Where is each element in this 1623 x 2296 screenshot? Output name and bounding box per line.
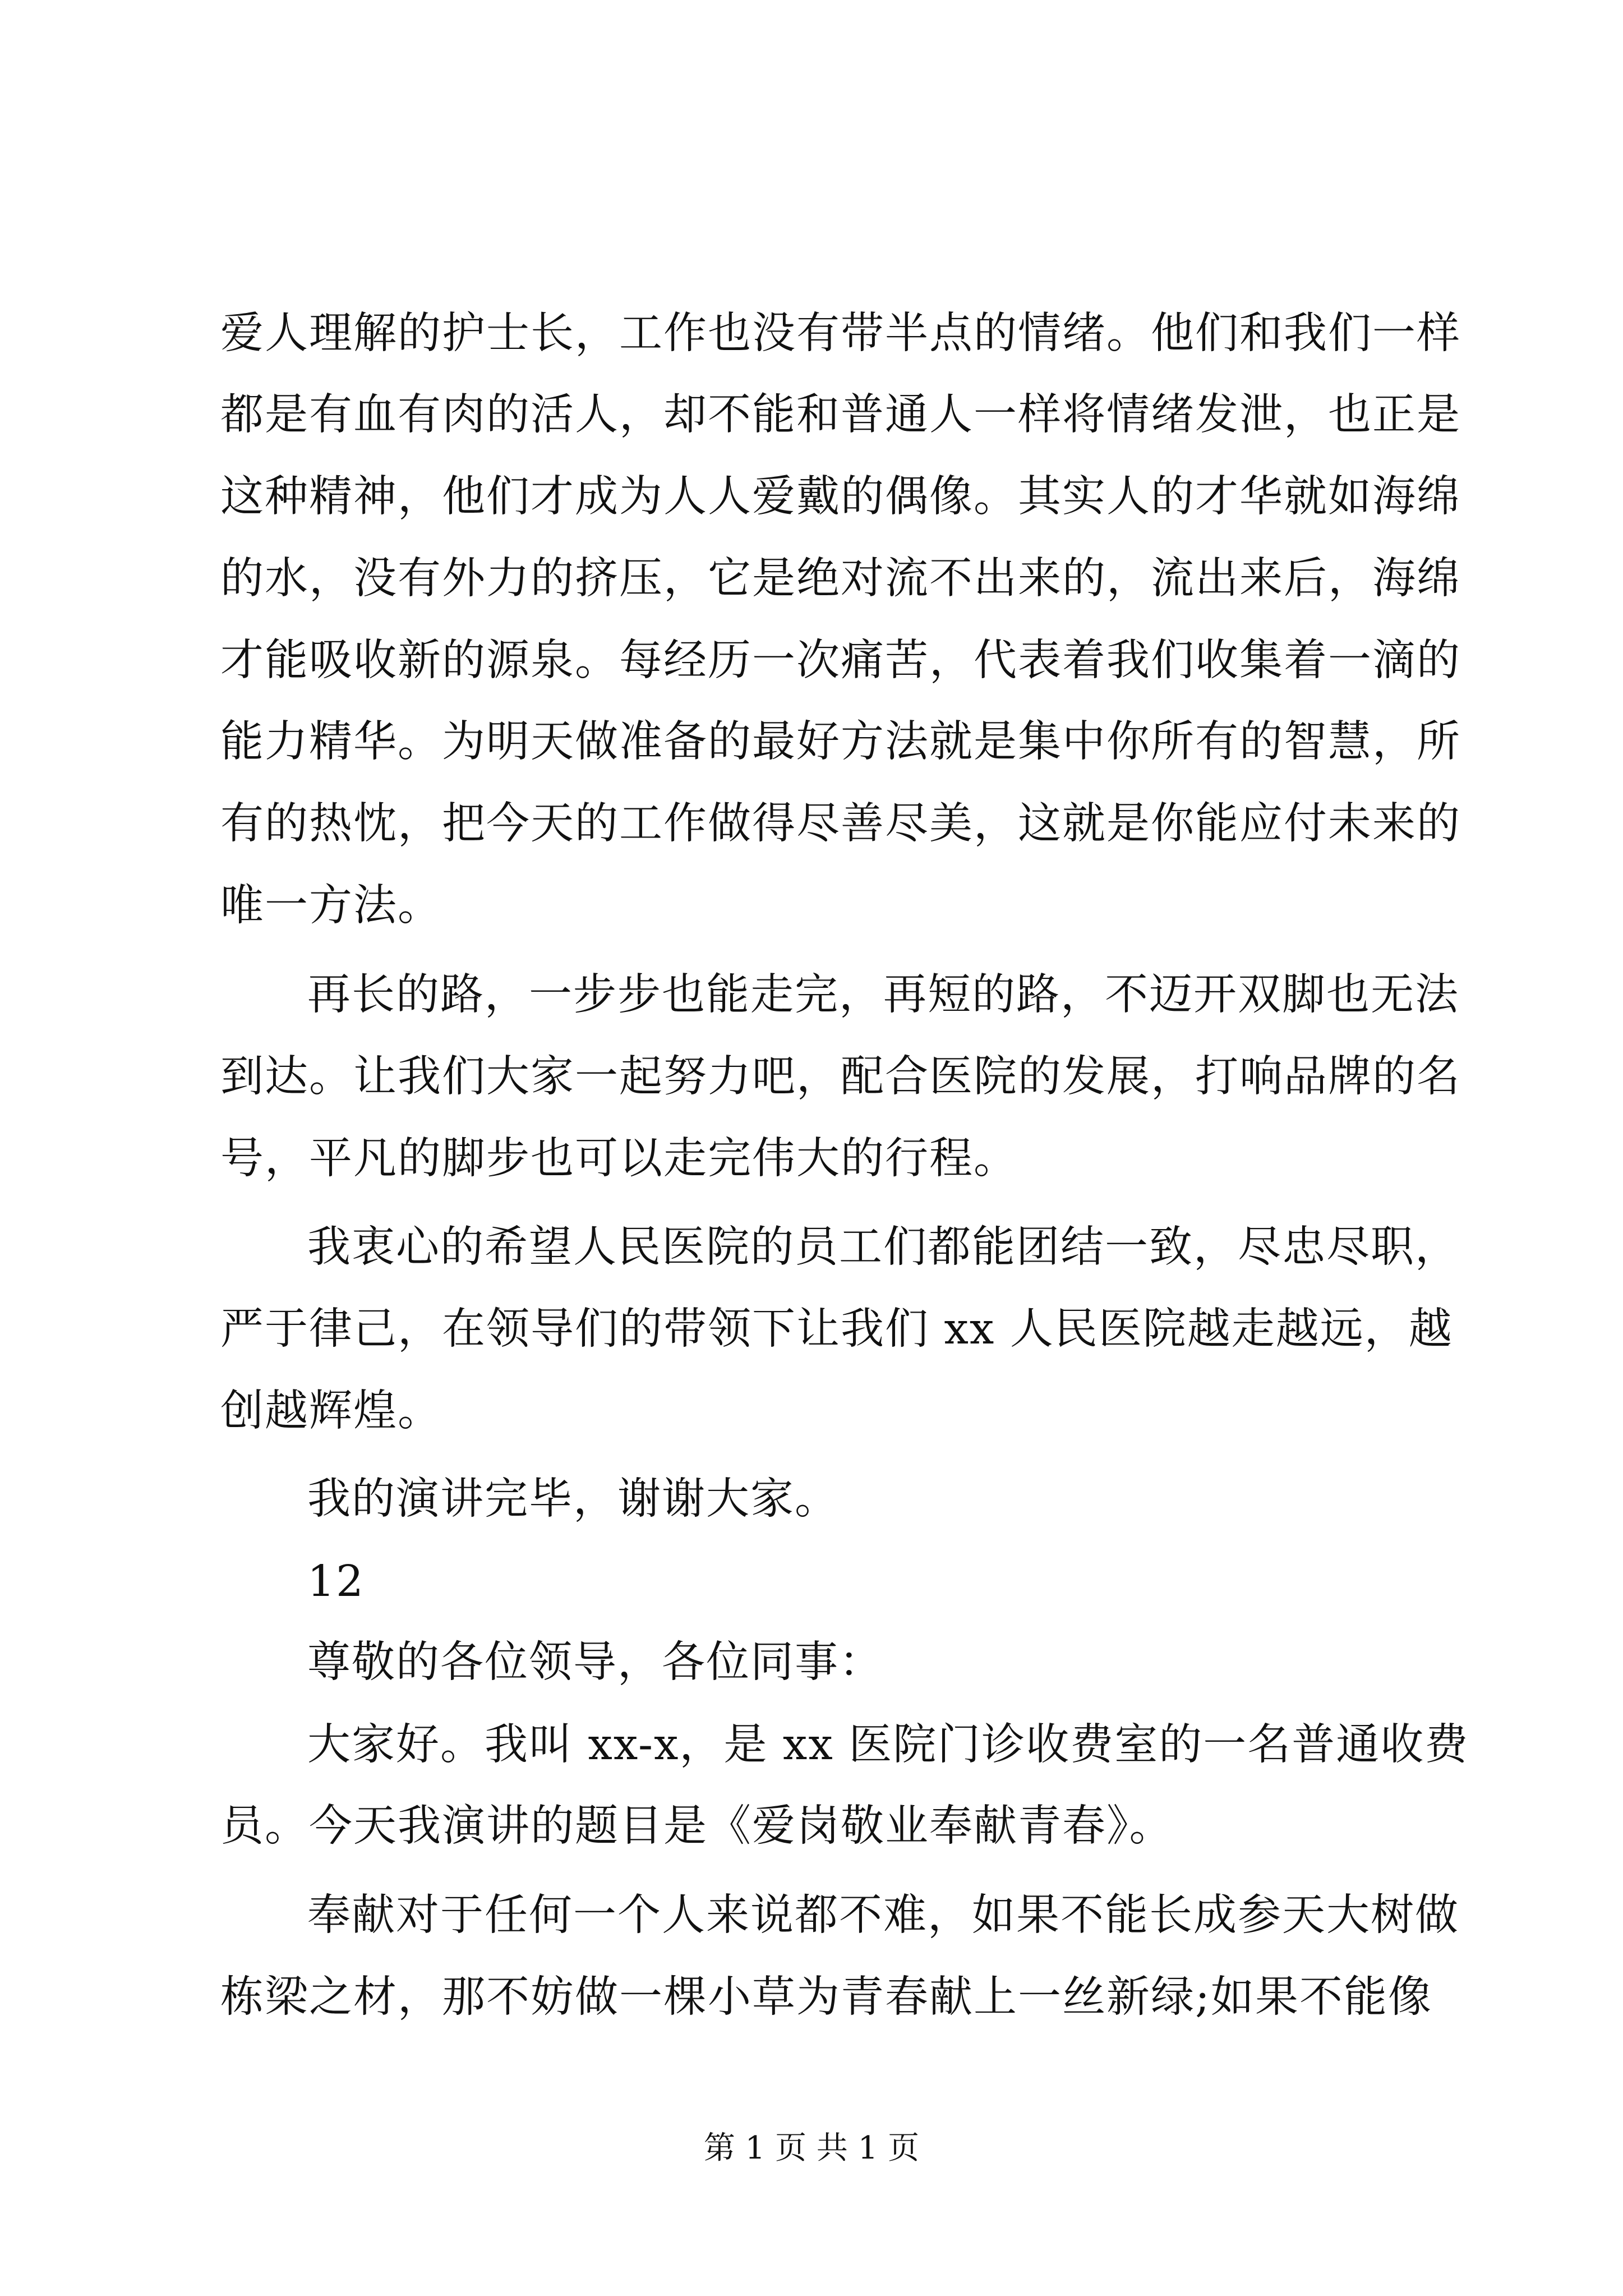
text-line: 栋梁之材，那不妨做一棵小草为青春献上一丝新绿;如果不能像	[220, 1972, 1432, 2022]
text-line: 号，平凡的脚步也可以走完伟大的行程。	[220, 1134, 1018, 1184]
text-line: 唯一方法。	[220, 881, 442, 931]
paragraph-first-line: 奉献对于任何一个人来说都不难，如果不能长成参天大树做	[307, 1890, 1459, 1940]
paragraph-first-line: 大家好。我叫 xx-x，是 xx 医院门诊收费室的一名普通收费	[307, 1720, 1469, 1770]
paragraph-first-line: 我衷心的希望人民医院的员工们都能团结一致，尽忠尽职，	[307, 1222, 1459, 1272]
salutation: 尊敬的各位领导，各位同事：	[307, 1637, 883, 1687]
section-number: 12	[307, 1557, 365, 1607]
text-line: 都是有血有肉的活人，却不能和普通人一样将情绪发泄，也正是	[220, 390, 1461, 440]
text-line: 到达。让我们大家一起努力吧，配合医院的发展，打响品牌的名	[220, 1052, 1461, 1102]
text-line: 这种精神，他们才成为人人爱戴的偶像。其实人的才华就如海绵	[220, 472, 1461, 522]
text-line: 才能吸收新的源泉。每经历一次痛苦，代表着我们收集着一滴的	[220, 636, 1461, 685]
paragraph-first-line: 再长的路，一步步也能走完，再短的路，不迈开双脚也无法	[307, 970, 1459, 1020]
text-line: 的水，没有外力的挤压，它是绝对流不出来的，流出来后，海绵	[220, 554, 1461, 604]
text-line: 员。今天我演讲的题目是《爱岗敬业奉献青春》。	[220, 1801, 1174, 1851]
page-footer: 第 1 页 共 1 页	[703, 2130, 920, 2166]
text-line: 创越辉煌。	[220, 1386, 442, 1436]
closing-line: 我的演讲完毕，谢谢大家。	[307, 1474, 839, 1524]
text-line: 有的热忱，把今天的工作做得尽善尽美，这就是你能应付未来的	[220, 799, 1461, 849]
text-line: 爱人理解的护士长，工作也没有带半点的情绪。他们和我们一样	[220, 309, 1461, 358]
text-line: 严于律己，在领导们的带领下让我们 xx 人民医院越走越远，越	[220, 1304, 1453, 1354]
text-line: 能力精华。为明天做准备的最好方法就是集中你所有的智慧，所	[220, 717, 1461, 767]
